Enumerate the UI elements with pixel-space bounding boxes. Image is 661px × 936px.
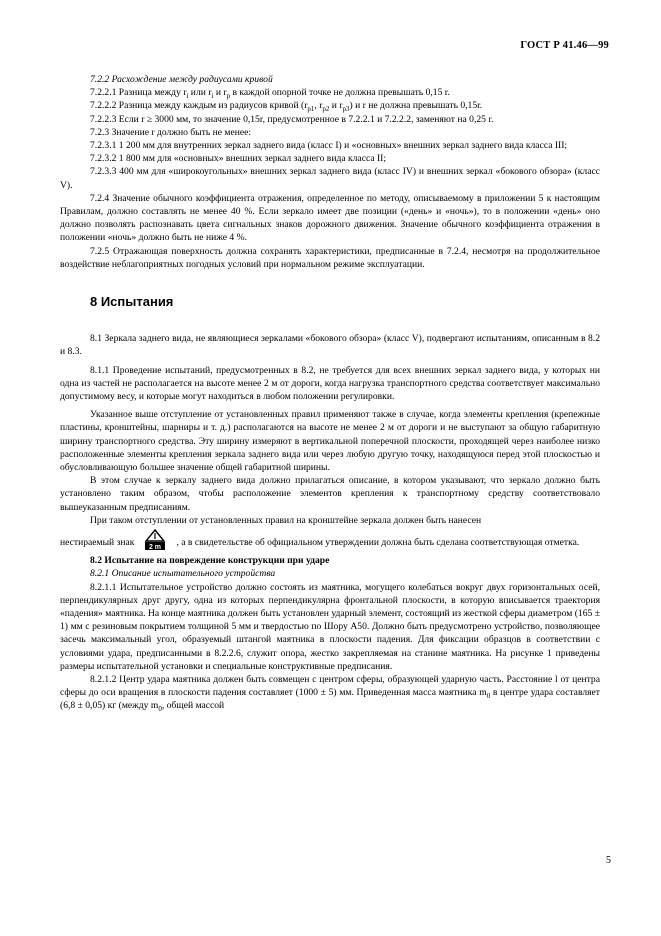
subscript: i: [211, 92, 214, 101]
page-number: 5: [606, 855, 611, 866]
subscript: 0: [158, 705, 162, 714]
paragraph-text: , а в свидетельстве об официальном утверждении должна быть сделана соответствующая отметка.: [176, 537, 580, 549]
document-code-header: ГОСТ Р 41.46—99: [520, 40, 609, 51]
paragraph-text: и r: [329, 100, 343, 112]
paragraph-text: 7.2.2.1 Разница между r: [90, 87, 187, 99]
paragraph-7-2-2-3: 7.2.2.3 Если r ≥ 3000 мм, то значение 0,15r, предусмотренное в 7.2.2.1 и 7.2.2.2, заменяют на 0,25 r.: [90, 113, 494, 125]
paragraph-exception: Указанное выше отступление от установленных правил применяют также в случае, когда элементы крепления (крепежные пластины, кронштейны, шарниры и т. д.) располагаются на высоте не менее 2 м от дороги и не выступают за общую габаритную ширину транспортного средства. Эту ширину измеряют в вертикальной поперечной плоскости, проходящей через наиболее низко расположенные элементы крепления зеркала заднего вида или через любую другую точку, находящуюся перед этой плоскостью и обусловливающую большее значение общей габаритной ширины.: [60, 409, 600, 474]
paragraph-7-2-4: 7.2.4 Значение обычного коэффициента отражения, определенное по методу, описываемому в приложении 5 к настоящим Правилам, должно составлять не менее 40 %. Если зеркало имеет две позиции («день» и «ночь»), то в положении «день» оно должно позволять распознавать цвета сигнальных знаков дорожного движения. Значение обычного коэффициента отражения в положении «ночь» должно быть не ниже 4 %.: [60, 192, 600, 244]
paragraph-8-2-1-1: 8.2.1.1 Испытательное устройство должно состоять из маятника, могущего колебаться вокруг двух горизонтальных осей, перпендикулярных друг другу, одна из которых перпендикулярна фронтальной плоскости, в которую вписывается траектория «падения» маятника. На конце маятника должен быть установлен ударный элемент, состоящий из жесткой сферы диаметром (165 ± 1) мм с резиновым покрытием толщиной 5 мм и твердостью по Шору А50. Должно быть предусмотрено устройство, позволяющее засечь максимальный угол, образуемый штангой маятника в плоскости падения. Для фиксации образцов в соответствии с условиями удара, предписанными в 8.2.2.6, служит опора, жестко закрепляемая на станине маятника. На рисунке 1 приведены размеры испытательной установки и специальные конструктивные предписания.: [60, 581, 600, 672]
sign-label: 2 m: [149, 544, 162, 552]
subscript: p2: [322, 105, 330, 114]
paragraph-text: и r: [213, 87, 227, 99]
paragraph-8-2-1-heading: 8.2.1 Описание испытательного устройства: [90, 568, 276, 580]
paragraph-7-2-2-heading: [60, 73, 600, 86]
paragraph-8-2-1-2: [60, 673, 600, 713]
paragraph-marking: При таком отступлении от установленных правил на кронштейне зеркала должен быть нанесен: [90, 514, 482, 526]
subscript: p1: [307, 105, 315, 114]
paragraph-text: в центре удара составляет (6,8 ± 0,05) кг (между m: [60, 687, 600, 712]
paragraph-8-2-heading: 8.2 Испытание на повреждение конструкции при ударе: [90, 555, 330, 567]
paragraph-text: 7.2.2 Расхождение между радиусами кривой: [90, 74, 273, 85]
section-title: 8 Испытания: [90, 294, 174, 310]
subscript: 0: [486, 692, 491, 701]
height-warning-sign-icon: [144, 529, 166, 551]
document-body: [60, 73, 600, 713]
paragraph-7-2-2-2: [60, 99, 600, 112]
paragraph-text: ) и r не должна превышать 0,15r.: [349, 100, 483, 112]
paragraph-8-1: 8.1 Зеркала заднего вида, не являющиеся зеркалами «бокового обзора» (класс V), подвергают испытаниям, описанным в 8.2 и 8.3.: [60, 333, 600, 358]
subscript: p3: [342, 105, 350, 114]
paragraph-7-2-3-3: 7.2.3.3 400 мм для «широкоугольных» внешних зеркал заднего вида (класс IV) и внешних зеркал «бокового обзора» (класс V).: [60, 166, 600, 191]
paragraph-7-2-3-2: 7.2.3.2 1 800 мм для «основных» внешних зеркал заднего вида класса II;: [90, 153, 387, 165]
paragraph-7-2-5: 7.2.5 Отражающая поверхность должна сохранять характеристики, предписанные в 7.2.4, несмотря на продолжительное воздействие неблагоприятных погодных условий при нормальном режиме эксплуатации.: [60, 245, 600, 270]
paragraph-text: 8.2.1.2 Центр удара маятника должен быть совмещен с центром сферы, образующей ударную часть. Расстояние l от центра сферы до оси вращения в плоскости падения составляет (1000 ± 5) мм. Приведенная масса маятника m: [60, 673, 600, 699]
paragraph-text: в каждой опорной точке не должна превышать 0,15 r.: [230, 87, 450, 99]
paragraph-7-2-2-1: [60, 86, 600, 99]
paragraph-text: , общей массой: [161, 700, 225, 712]
paragraph-7-2-3-1: 7.2.3.1 1 200 мм для внутренних зеркал заднего вида (класс I) и «основных» внешних зеркал заднего вида класса III;: [90, 140, 568, 152]
subscript: p: [226, 92, 231, 101]
paragraph-text: , r: [314, 100, 323, 112]
paragraph-text: 7.2.2.2 Разница между каждым из радиусов кривой (r: [90, 100, 308, 112]
paragraph-text: нестираемый знак: [60, 537, 135, 549]
paragraph-sign: [60, 532, 600, 554]
subscript: i: [186, 92, 189, 101]
paragraph-text: или r: [188, 87, 212, 99]
paragraph-description: В этом случае к зеркалу заднего вида должно прилагаться описание, в котором указывают, что зеркало должно быть установлено таким образом, чтобы расположение элементов крепления к транспортному средству соответствовало вышеуказанным предписаниям.: [60, 475, 600, 513]
paragraph-8-1-1: 8.1.1 Проведение испытаний, предусмотренных в 8.2, не требуется для всех внешних зеркал заднего вида, у которых ни одна из частей не располагается на высоте менее 2 м от дороги, когда нагрузка транспортного средства соответствует максимально допустимому весу, и которые могут находиться в любом положении регулировки.: [60, 364, 600, 403]
paragraph-7-2-3: 7.2.3 Значение r должно быть не менее:: [90, 126, 252, 138]
